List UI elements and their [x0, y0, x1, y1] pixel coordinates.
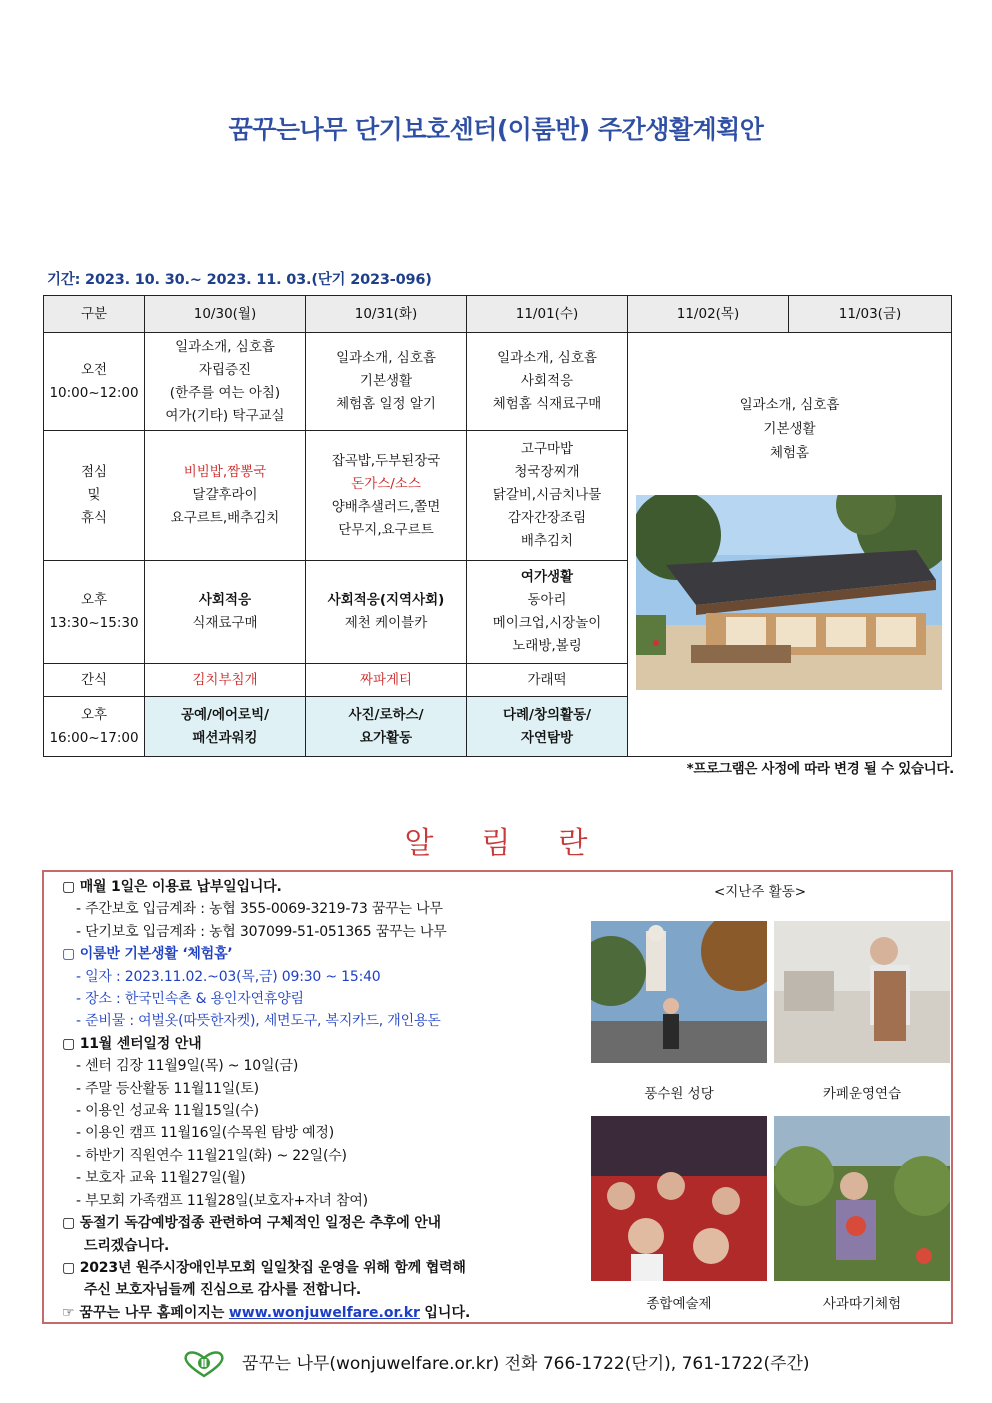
header-fri: 11/03(금) [789, 296, 952, 333]
header-mon: 10/30(월) [145, 296, 306, 333]
gallery-photo-4 [774, 1116, 950, 1281]
homepage-link[interactable]: www.wonjuwelfare.or.kr [228, 1305, 420, 1321]
gallery-photo-1 [591, 921, 767, 1063]
notice-line: 주신 보호자님들께 진심으로 감사를 전합니다. [84, 1282, 361, 1299]
notice-title: 알림란 [404, 826, 636, 861]
afternoon-mon: 사회적응 식재료구매 [145, 561, 306, 664]
notice-line: ▢ 2023년 원주시장애인부모회 일일찻집 운영을 위해 함께 협력해 [62, 1259, 466, 1276]
late-tue: 사진/로하스/ 요가활동 [306, 697, 467, 757]
snack-tue: 짜파게티 [306, 664, 467, 697]
notice-line: - 보호자 교육 11월27일(월) [76, 1170, 246, 1187]
morning-row [44, 333, 952, 431]
gallery-photo-2 [774, 921, 950, 1063]
lunch-tue: 잡곡밥,두부된장국 돈가스/소스 양배추샐러드,쫄면 단무지,요구르트 [306, 431, 467, 561]
notice-line: ▢ 동절기 독감예방접종 관련하여 구체적인 일정은 추후에 안내 [62, 1215, 441, 1232]
late-wed: 다례/창의활동/ 자연탐방 [467, 697, 628, 757]
morning-tue: 일과소개, 심호흡 기본생활 체험홈 일정 알기 [306, 333, 467, 431]
notice-line: - 주간보호 입금계좌 : 농협 355-0069-3219-73 꿈꾸는 나무 [76, 901, 443, 918]
header-wed: 11/01(수) [467, 296, 628, 333]
lunch-label: 점심 및 휴식 [44, 431, 145, 561]
heart-logo-icon [182, 1350, 226, 1378]
snack-label: 간식 [44, 664, 145, 697]
thu-fri-program: 일과소개, 심호흡 기본생활 체험홈 [739, 397, 840, 461]
morning-mon: 일과소개, 심호흡 자립증진 (한주를 여는 아침) 여가(기타) 탁구교실 [145, 333, 306, 431]
homepage-prefix: ☞ 꿈꾸는 나무 홈페이지는 [62, 1305, 225, 1321]
snack-wed: 가래떡 [467, 664, 628, 697]
afternoon-wed: 여가생활 동아리 메이크업,시장놀이 노래방,볼링 [467, 561, 628, 664]
footer [0, 1349, 992, 1378]
morning-label: 오전 10:00~12:00 [44, 333, 145, 431]
notice-line: ▢ 이룸반 기본생활 ‘체험홈’ [62, 946, 233, 963]
gallery-caption-2: 카페운영연습 [822, 1086, 902, 1102]
header-thu: 11/02(목) [628, 296, 789, 333]
notice-line: - 단기보호 입금계좌 : 농협 307099-51-051365 꿈꾸는 나무 [76, 923, 447, 940]
gallery-caption-4: 사과따기체험 [822, 1296, 902, 1312]
notice-line: - 부모회 가족캠프 11월28일(보호자+자녀 참여) [76, 1192, 368, 1209]
period-text: 기간: 2023. 10. 30.~ 2023. 11. 03.(단기 2023-096) [47, 272, 432, 288]
notice-line: - 장소 : 한국민속촌 & 용인자연휴양림 [76, 991, 304, 1008]
snack-mon: 김치부침개 [145, 664, 306, 697]
footer-text: 꿈꾸는 나무(wonjuwelfare.or.kr) 전화 766-1722(단기), 761-1722(주간) [241, 1354, 810, 1374]
notice-line: ▢ 매월 1일은 이용료 납부일입니다. [62, 879, 282, 895]
homepage-line [62, 1302, 470, 1322]
notice-line: 드리겠습니다. [84, 1237, 170, 1254]
notice-line: - 하반기 직원연수 11월21일(화) ~ 22일(수) [76, 1147, 347, 1164]
lunch-wed: 고구마밥 청국장찌개 닭갈비,시금치나물 감자간장조림 배추김치 [467, 431, 628, 561]
hanok-photo [636, 495, 942, 690]
afternoon-label: 오후 13:30~15:30 [44, 561, 145, 664]
lunch-mon: 비빔밥,짬뽕국 달걀후라이 요구르트,배추김치 [145, 431, 306, 561]
schedule-note: *프로그램은 사정에 따라 변경 될 수 있습니다. [686, 761, 954, 777]
notice-line: - 주말 등산활동 11월11일(토) [76, 1080, 259, 1097]
header-tue: 10/31(화) [306, 296, 467, 333]
homepage-suffix: 입니다. [424, 1305, 471, 1321]
thu-fri-cell [628, 333, 952, 757]
notice-line: - 이용인 캠프 11월16일(수목원 탐방 예정) [76, 1125, 334, 1142]
gallery-caption-3: 종합예술제 [646, 1296, 712, 1312]
notice-line: ▢ 11월 센터일정 안내 [62, 1035, 202, 1052]
late-label: 오후 16:00~17:00 [44, 697, 145, 757]
gallery-caption-1: 풍수원 성당 [644, 1086, 714, 1102]
notice-line: - 일자 : 2023.11.02.~03(목,금) 09:30 ~ 15:40 [76, 968, 381, 985]
notice-line: - 이용인 성교육 11월15일(수) [76, 1103, 259, 1120]
morning-wed: 일과소개, 심호흡 사회적응 체험홈 식재료구매 [467, 333, 628, 431]
late-mon: 공예/에어로빅/ 패션과워킹 [145, 697, 306, 757]
notice-line: - 센터 김장 11월9일(목) ~ 10일(금) [76, 1058, 299, 1075]
header-category: 구분 [44, 296, 145, 333]
weekly-schedule-table [43, 295, 952, 757]
page-title: 꿈꾸는나무 단기보호센터(이룸반) 주간생활계획안 [228, 115, 764, 144]
gallery-title: <지난주 활동> [713, 884, 807, 900]
gallery-photo-3 [591, 1116, 767, 1281]
afternoon-tue: 사회적응(지역사회) 제천 케이블카 [306, 561, 467, 664]
notice-line: - 준비물 : 여벌옷(따뜻한자켓), 세면도구, 복지카드, 개인용돈 [76, 1013, 441, 1030]
notice-list [62, 876, 466, 1302]
header-row [44, 296, 952, 333]
